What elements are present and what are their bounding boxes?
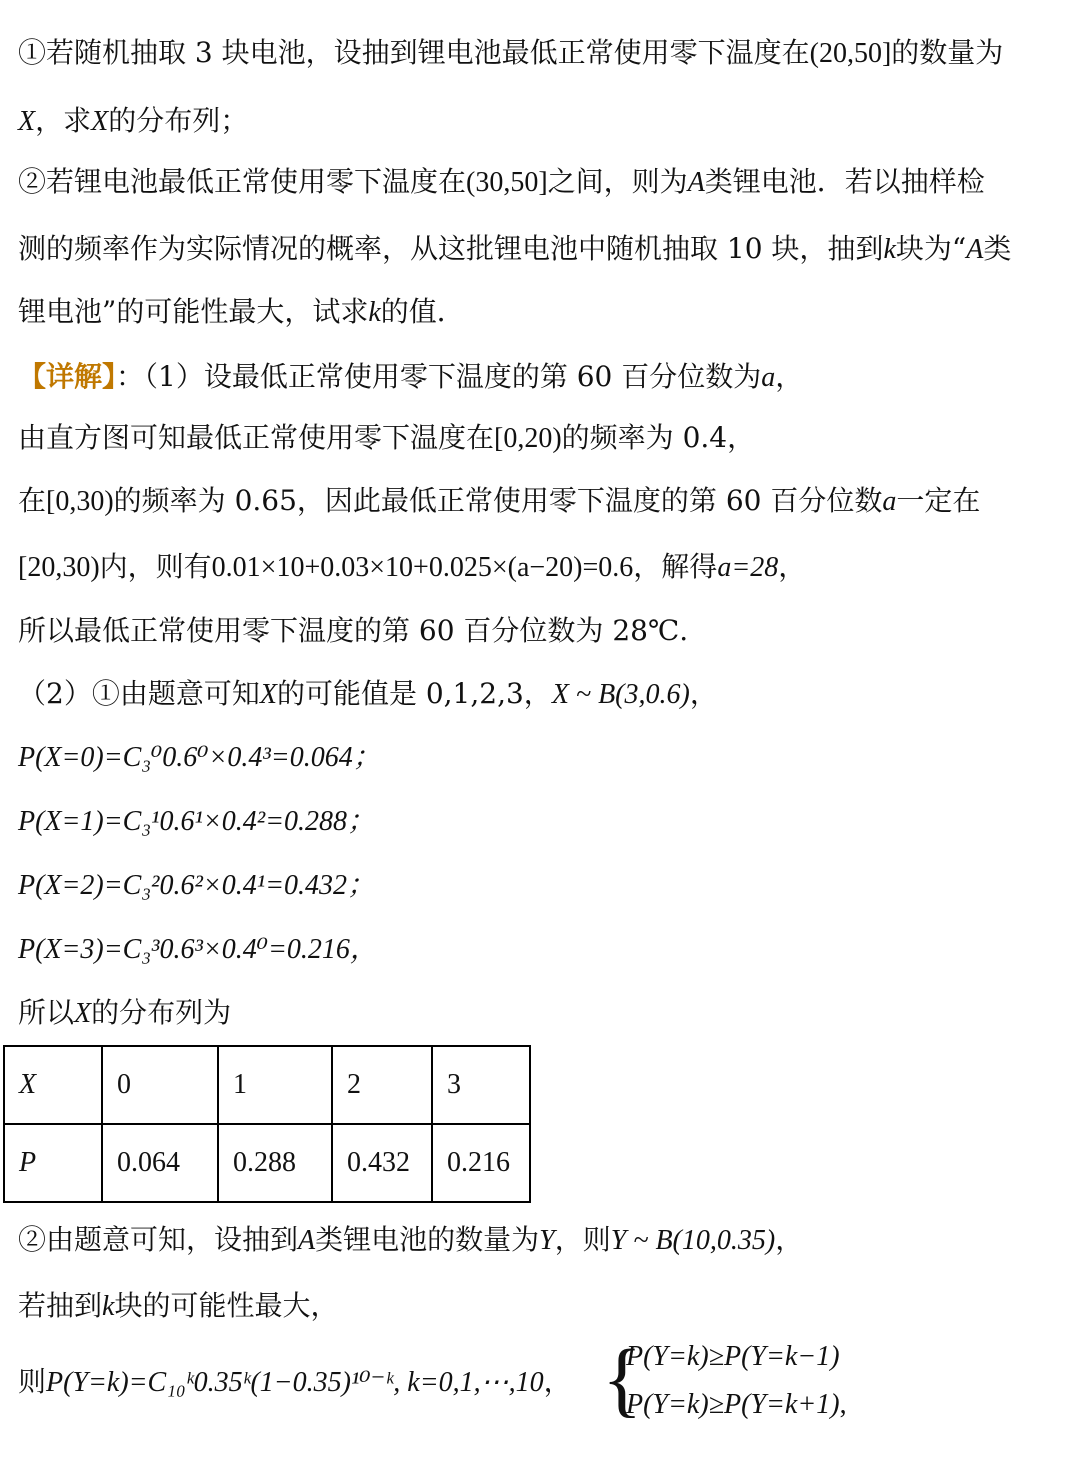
table-row [4,1046,530,1124]
text: 内，则有 [99,550,212,583]
solution-tag: 【详解】 [18,360,117,393]
var-a-class: A [687,167,705,198]
var-a: a [882,486,897,517]
text: 类 [983,232,1012,265]
text: P(X=1)=C₃¹0.6¹×0.4²=0.288； [18,806,376,837]
text: ， [775,1223,804,1256]
text: ①若随机抽取 3 块电池，设抽到锂电池最低正常使用零下温度在 [18,36,810,69]
table-cell: 0.216 [432,1124,530,1202]
text: , [839,1389,847,1420]
text: 的可能值是 0,1,2,3， [276,677,552,710]
distribution-table [3,1045,531,1203]
text: 的数量为 [891,36,1004,69]
var-x: X [18,106,36,137]
prob-x0 [18,738,381,778]
percentile-equation: 0.01×10+0.03×10+0.025×(a−20)=0.6 [211,552,634,583]
var-a: a [761,362,776,393]
text: 若抽到 [18,1289,103,1322]
brace-icon: { [602,1333,643,1426]
var-x: X [74,998,92,1029]
text: P(Y=k)≥P(Y=k−1) [626,1341,840,1372]
solution-part2b-intro [18,1220,803,1261]
inequality-2 [626,1385,847,1425]
table-cell: 0.288 [218,1124,332,1202]
text: ， [778,550,807,583]
text: P(Y=k)≥P(Y=k+1) [626,1389,840,1420]
var-x: X [91,106,109,137]
text: 则 [18,1365,47,1398]
var-a-class: A [966,234,984,265]
problem-part2-line2 [18,229,1011,270]
text: 块为“ [895,232,967,265]
percentile-result: a=28 [717,552,779,583]
solution-part1-line2 [18,418,755,459]
problem-part2-line3 [18,292,465,333]
text: ，解得 [633,550,718,583]
interval-0-30: [0,30) [46,486,114,517]
text: 的值． [380,295,465,328]
var-y: Y [539,1225,555,1256]
prob-x2 [18,866,375,906]
text: 所以最低正常使用零下温度的第 60 百分位数为 28℃. [18,614,689,647]
var-a-class: A [298,1225,316,1256]
text: ， [689,677,718,710]
var-k: k [883,234,896,265]
text: 块的可能性最大， [114,1289,339,1322]
text: ②由题意可知，设抽到 [18,1223,299,1256]
pmf-y: P(Y=k)=C₁₀ᵏ0.35ᵏ(1−0.35)¹⁰⁻ᵏ, k=0,1,⋯,10 [46,1367,544,1398]
problem-part2-line1 [18,162,985,203]
table-cell: 0.064 [102,1124,218,1202]
var-k: k [368,297,381,328]
solution-part2-intro [18,674,718,715]
solution-part2b-line2 [18,1286,338,1327]
solution-part1-line4 [18,547,806,588]
text: ， [543,1365,572,1398]
table-cell: X [4,1046,102,1124]
text: ，则 [554,1223,611,1256]
table-cell: 0 [102,1046,218,1124]
text: 由直方图可知最低正常使用零下温度在 [18,421,495,454]
text: 的频率为 0.4， [561,421,756,454]
text: P(X=2)=C₃²0.6²×0.4¹=0.432； [18,870,376,901]
text: 在 [18,484,47,517]
interval-20-30: [20,30) [18,552,100,583]
text: 所以 [18,996,75,1029]
table-cell: 1 [218,1046,332,1124]
var-x: X [259,679,277,710]
inequality-1 [626,1337,840,1377]
text: 类锂电池的数量为 [315,1223,540,1256]
table-cell: P [4,1124,102,1202]
prob-x3 [18,930,378,970]
table-row [4,1124,530,1202]
table-cell: 2 [332,1046,432,1124]
text: 之间，则为 [547,165,688,198]
solution-part1-line1 [18,357,803,398]
text: （2）①由题意可知 [18,677,260,710]
text: 的频率为 0.65，因此最低正常使用零下温度的第 60 百分位数 [113,484,883,517]
text: ，求 [35,104,92,137]
interval-30-50: (30,50] [466,167,548,198]
table-cell: 0.432 [332,1124,432,1202]
solution-part2b-line3 [18,1362,572,1403]
text: 类锂电池．若以抽样检 [704,165,985,198]
text: P(X=3)=C₃³0.6³×0.4⁰=0.216， [18,934,378,965]
text: ：（1）设最低正常使用零下温度的第 60 百分位数为 [116,360,762,393]
prob-x1 [18,802,375,842]
text: 的分布列； [108,104,249,137]
distribution-intro [18,993,231,1034]
solution-part1-line3 [18,481,980,522]
table-cell: 3 [432,1046,530,1124]
interval-20-50: (20,50] [809,38,892,69]
text: 测的频率作为实际情况的概率，从这批锂电池中随机抽取 10 块，抽到 [18,232,884,265]
interval-0-20: [0,20) [494,423,562,454]
problem-part1-line1 [18,33,1003,74]
text: P(X=0)=C₃⁰0.6⁰×0.4³=0.064； [18,742,381,773]
text: ， [775,360,804,393]
binomial-y: Y ~ B(10,0.35) [610,1225,776,1256]
text: ②若锂电池最低正常使用零下温度在 [18,165,467,198]
var-k: k [102,1291,115,1322]
binomial-x: X ~ B(3,0.6) [551,679,690,710]
solution-part1-conclusion [18,611,688,651]
text: 的分布列为 [91,996,232,1029]
text: 锂电池”的可能性最大，试求 [18,295,369,328]
text: 一定在 [896,484,981,517]
problem-part1-line2 [18,101,248,142]
